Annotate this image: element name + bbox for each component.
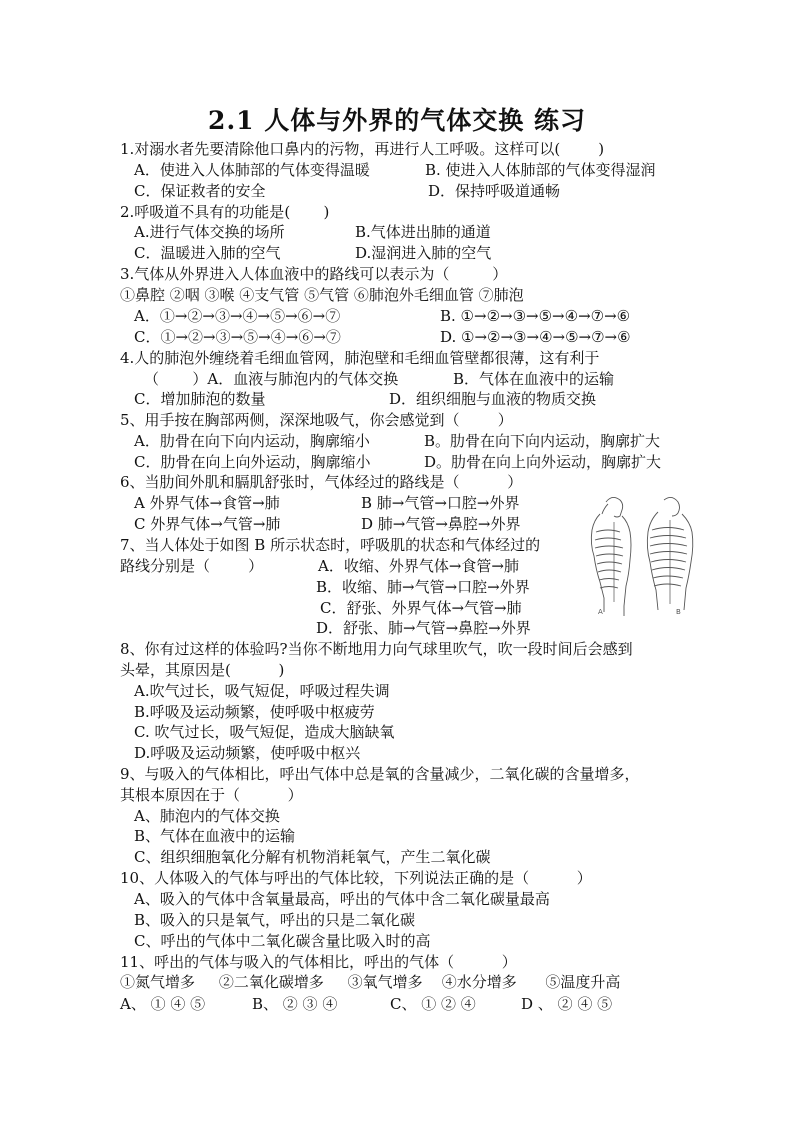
question-6-option-a: A 外界气体→食管→肺 (134, 494, 280, 512)
question-9-option-a: A、肺泡内的气体交换 (134, 807, 280, 825)
page-title: 2.1 人体与外界的气体交换 练习 (208, 106, 586, 135)
question-4-option-c: C．增加肺泡的数量 (134, 390, 266, 408)
question-4-option-a: （ ）A．血液与肺泡内的气体交换 (144, 370, 399, 388)
question-11-answer-a: A、 ① ④ ⑤ (120, 995, 206, 1013)
question-1-option-a: A．使进入人体肺部的气体变得温暖 (134, 161, 370, 179)
question-8-option-a: A.吹气过长，吸气短促，呼吸过程失调 (134, 682, 390, 700)
question-10-option-a: A、吸入的气体中含氧量最高，呼出的气体中含二氧化碳量最高 (134, 890, 550, 908)
question-11-answer-c: C、 ① ② ④ (390, 995, 476, 1013)
question-10-option-b: B、吸入的只是氧气，呼出的只是二氧化碳 (134, 911, 416, 929)
question-2-option-d: D.湿润进入肺的空气 (355, 244, 492, 262)
question-5-option-a: A．肋骨在向下向内运动，胸廓缩小 (134, 432, 370, 450)
question-9-option-b: B、气体在血液中的运输 (134, 827, 296, 845)
question-7-option-a: A．收缩、外界气体→食管→肺 (318, 557, 519, 575)
question-11-stem: 11、呼出的气体与吸入的气体相比，呼出的气体（ ） (120, 953, 517, 971)
ribcage-diagram (584, 492, 700, 617)
figure-label-b: B (676, 608, 681, 616)
question-7-option-d: D．舒张、肺→气管→鼻腔→外界 (316, 619, 531, 637)
question-2-stem: 2.呼吸道不具有的功能是( ) (120, 203, 330, 221)
question-9-stem-continued: 其根本原因在于（ ） (120, 786, 303, 804)
question-1-option-c: C．保证救者的安全 (134, 182, 266, 200)
question-8-stem: 8、你有过这样的体验吗?当你不断地用力向气球里吹气，吹一段时间后会感到 (120, 640, 633, 658)
question-5-option-b: B。肋骨在向下向内运动，胸廓扩大 (424, 432, 661, 450)
question-2-option-a: A.进行气体交换的场所 (134, 223, 285, 241)
question-6-stem: 6、当肋间外肌和膈肌舒张时，气体经过的路线是（ ） (120, 473, 523, 491)
question-7-option-c: C．舒张、外界气体→气管→肺 (320, 599, 522, 617)
question-3-option-a: A．①→②→③→④→⑤→⑥→⑦ (134, 307, 341, 325)
question-6-option-c: C 外界气体→气管→肺 (134, 515, 281, 533)
question-4-option-d: D．组织细胞与血液的物质交换 (389, 390, 597, 408)
question-6-option-b: B 肺→气管→口腔→外界 (361, 494, 520, 512)
question-6-option-d: D 肺→气管→鼻腔→外界 (361, 515, 521, 533)
question-11-answer-d: D 、 ② ④ ⑤ (521, 995, 613, 1013)
question-5-stem: 5、用手按在胸部两侧，深深地吸气，你会感觉到（ ） (120, 411, 513, 429)
question-3-option-b: B. ①→②→③→⑤→④→⑦→⑥ (440, 307, 631, 325)
question-1-stem: 1.对溺水者先要清除他口鼻内的污物，再进行人工呼吸。这样可以( ) (120, 140, 605, 158)
question-11-answer-b: B、 ② ③ ④ (252, 995, 338, 1013)
question-10-stem: 10、人体吸入的气体与呼出的气体比较，下列说法正确的是（ ） (120, 869, 592, 887)
question-3-option-d: D. ①→②→③→④→⑤→⑦→⑥ (440, 328, 631, 346)
question-3-option-c: C．①→②→③→⑤→④→⑥→⑦ (134, 328, 341, 346)
question-9-stem: 9、与吸入的气体相比，呼出气体中总是氧的含量减少，二氧化碳的含量增多， (120, 765, 640, 783)
question-8-option-c: C. 吹气过长，吸气短促，造成大脑缺氧 (134, 723, 395, 741)
question-8-option-d: D.呼吸及运动频繁，使呼吸中枢兴 (134, 744, 361, 762)
question-7-option-b: B．收缩、肺→气管→口腔→外界 (316, 578, 530, 596)
respiration-figure (584, 492, 700, 617)
question-8-option-b: B.呼吸及运动频繁，使呼吸中枢疲劳 (134, 703, 375, 721)
question-5-option-d: D。肋骨在向上向外运动，胸廓扩大 (424, 453, 662, 471)
question-4-option-b: B．气体在血液中的运输 (453, 370, 615, 388)
question-7-stem: 7、当人体处于如图 B 所示状态时，呼吸肌的状态和气体经过的 (120, 536, 541, 554)
question-3-legend: ①鼻腔 ②咽 ③喉 ④支气管 ⑤气管 ⑥肺泡外毛细血管 ⑦肺泡 (120, 286, 524, 304)
question-7-stem-continued: 路线分别是（ ） (120, 557, 264, 575)
figure-label-a: A (598, 608, 603, 616)
question-5-option-c: C．肋骨在向上向外运动，胸廓缩小 (134, 453, 371, 471)
question-3-stem: 3.气体从外界进入人体血液中的路线可以表示为（ ） (120, 265, 508, 283)
question-1-option-b: B. 使进入人体肺部的气体变得湿润 (425, 161, 656, 179)
question-8-stem-continued: 头晕，其原因是( ) (120, 661, 285, 679)
question-2-option-c: C．温暖进入肺的空气 (134, 244, 281, 262)
question-4-stem: 4.人的肺泡外缠绕着毛细血管网，肺泡壁和毛细血管壁都很薄，这有利于 (120, 349, 600, 367)
question-9-option-c: C、组织细胞氧化分解有机物消耗氧气，产生二氧化碳 (134, 848, 491, 866)
question-1-option-d: D．保持呼吸道通畅 (428, 182, 561, 200)
question-11-legend: ①氮气增多 ②二氧化碳增多 ③氧气增多 ④水分增多 ⑤温度升高 (120, 973, 621, 991)
question-10-option-c: C、呼出的气体中二氧化碳含量比吸入时的高 (134, 932, 431, 950)
question-2-option-b: B.气体进出肺的通道 (355, 223, 491, 241)
